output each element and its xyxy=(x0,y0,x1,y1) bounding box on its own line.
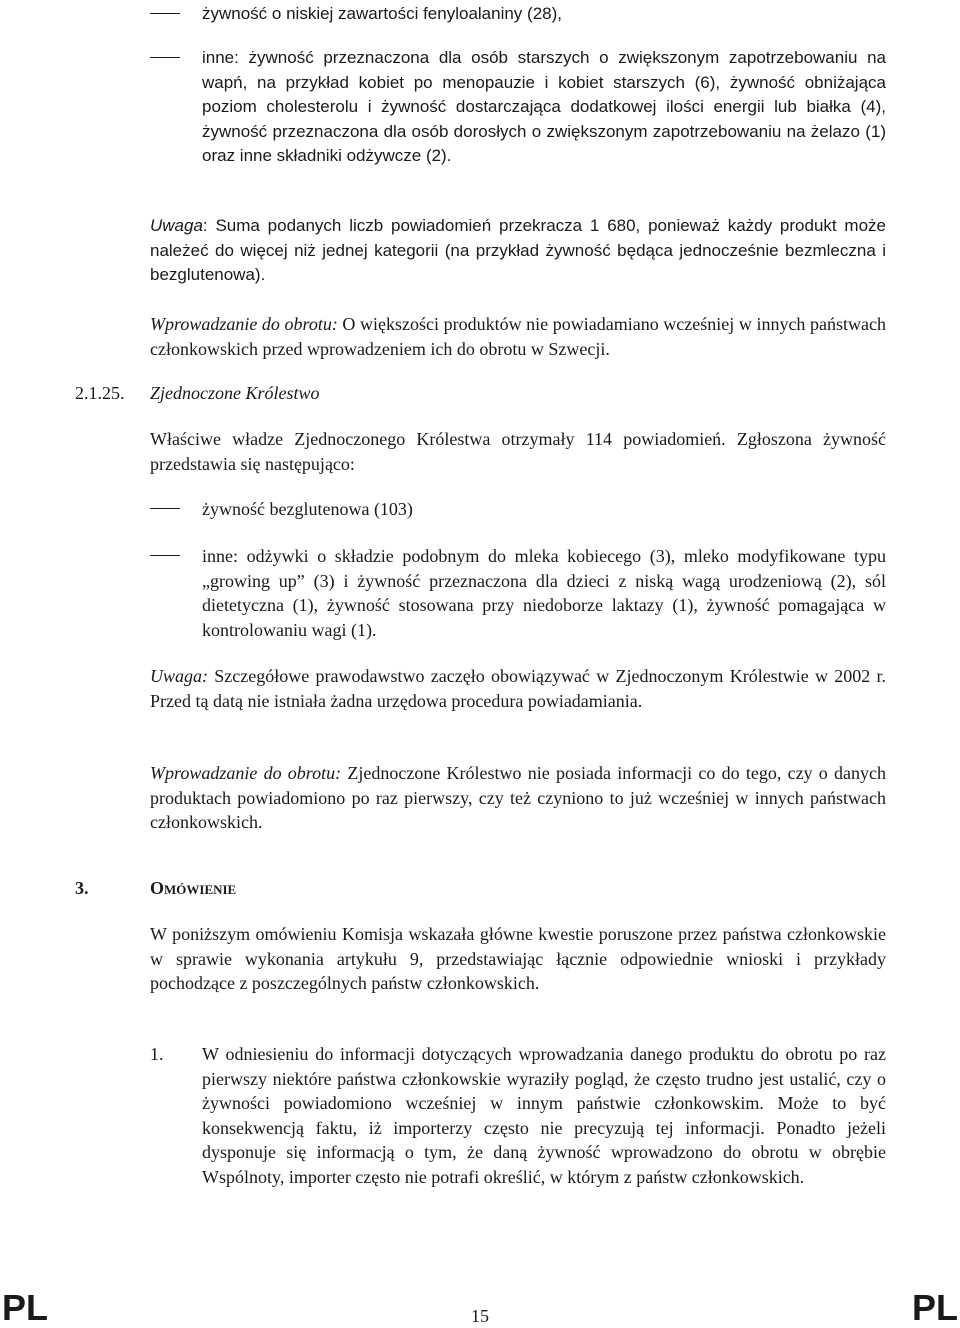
note-paragraph xyxy=(150,664,886,713)
list-item-text: inne: odżywki o składzie podobnym do mleka kobiecego (3), mleko modyfikowane typu „growing up” (3) i żywność przeznaczona dla dzieci z niską wagą urodzeniową (2), sól dietetyczna (1), żywność stosowana przy niedoborze laktazy (1), żywność pomagająca w kontrolowaniu wagi (1). xyxy=(202,546,886,640)
list-item-text: żywność bezglutenowa (103) xyxy=(202,499,413,519)
dash-bullet xyxy=(150,13,180,14)
list-item xyxy=(150,46,886,196)
note-text: : Suma podanych liczb powiadomień przekracza 1 680, ponieważ każdy produkt może należeć do więcej niż jednej kategorii (na przykład żywność będąca jednocześnie bezmleczna i bezglutenowa). xyxy=(150,216,886,284)
market-intro-label: Wprowadzanie do obrotu: xyxy=(150,314,338,334)
section-number: 2.1.25. xyxy=(75,383,125,403)
note-text: Szczegółowe prawodawstwo zaczęło obowiązywać w Zjednoczonym Królestwie w 2002 r. Przed tą datą nie istniała żadna urzędowa procedura powiadamiania. xyxy=(150,666,886,711)
section-number: 3. xyxy=(75,878,89,898)
list-item xyxy=(150,544,886,644)
dash-bullet xyxy=(150,508,180,509)
footer-language-left: PL xyxy=(2,1287,49,1328)
note-paragraph xyxy=(150,214,886,288)
section-title: Zjednoczone Królestwo xyxy=(150,383,320,403)
uk-paragraph: Właściwe władze Zjednoczonego Królestwa otrzymały 114 powiadomień. Zgłoszona żywność przedstawia się następująco: xyxy=(150,429,886,474)
overview-paragraph: W poniższym omówieniu Komisja wskazała główne kwestie poruszone przez państwa członkowskie w sprawie wykonania artykułu 9, przedstawiając łącznie odpowiednie wnioski i przykłady pochodzące z poszczególnych państw członkowskich. xyxy=(150,924,886,993)
section-title: Omówienie xyxy=(150,878,237,898)
page-number: 15 xyxy=(471,1306,489,1326)
list-item xyxy=(150,497,886,523)
note-label: Uwaga: xyxy=(150,666,208,686)
list-item-text: żywność o niskiej zawartości fenyloalaniny (28), xyxy=(202,4,562,23)
list-item xyxy=(150,2,886,28)
market-intro-paragraph xyxy=(150,761,886,835)
dash-bullet xyxy=(150,555,180,556)
market-intro-text: O większości produktów nie powiadamiano wcześniej w innych państwach członkowskich przed wprowadzeniem ich do obrotu w Szwecji. xyxy=(150,314,886,359)
numbered-item-text: W odniesieniu do informacji dotyczących wprowadzania danego produktu do obrotu po raz pierwszy niektóre państwa członkowskie wyraziły pogląd, że często trudno jest ustalić, czy o żywności powiadomiono wcześniej w innym państwie członkowskim. Może to być konsekwencją faktu, iż importerzy często nie precyzują tej informacji. Ponadto jeżeli dysponuje się informacją o tym, że daną żywność wprowadzono do obrotu w obrębie Wspólnoty, importer często nie potrafi określić, w którym z państw członkowskich. xyxy=(202,1044,886,1187)
market-intro-label: Wprowadzanie do obrotu: xyxy=(150,763,342,783)
note-label: Uwaga xyxy=(150,216,203,235)
market-intro-paragraph xyxy=(150,312,886,361)
footer-language-right: PL xyxy=(911,1287,958,1328)
market-intro-text: Zjednoczone Królestwo nie posiada informacji co do tego, czy o danych produktach powiadomiono po raz pierwszy, czy też czyniono to już wcześniej w innych państwach członkowskich. xyxy=(150,763,887,832)
dash-bullet xyxy=(150,57,180,58)
numbered-item-number: 1. xyxy=(150,1044,164,1064)
list-item-text: inne: żywność przeznaczona dla osób starszych o zwiększonym zapotrzebowaniu na wapń, na przykład kobiet po menopauzie i kobiet starszych (6), żywność obniżająca poziom cholesterolu i żywność dostarczająca dodatkowej ilości energii lub białka (4), żywność przeznaczona dla osób dorosłych o zwiększonym zapotrzebowaniu na żelazo (1) oraz inne składniki odżywcze (2). xyxy=(202,48,886,165)
